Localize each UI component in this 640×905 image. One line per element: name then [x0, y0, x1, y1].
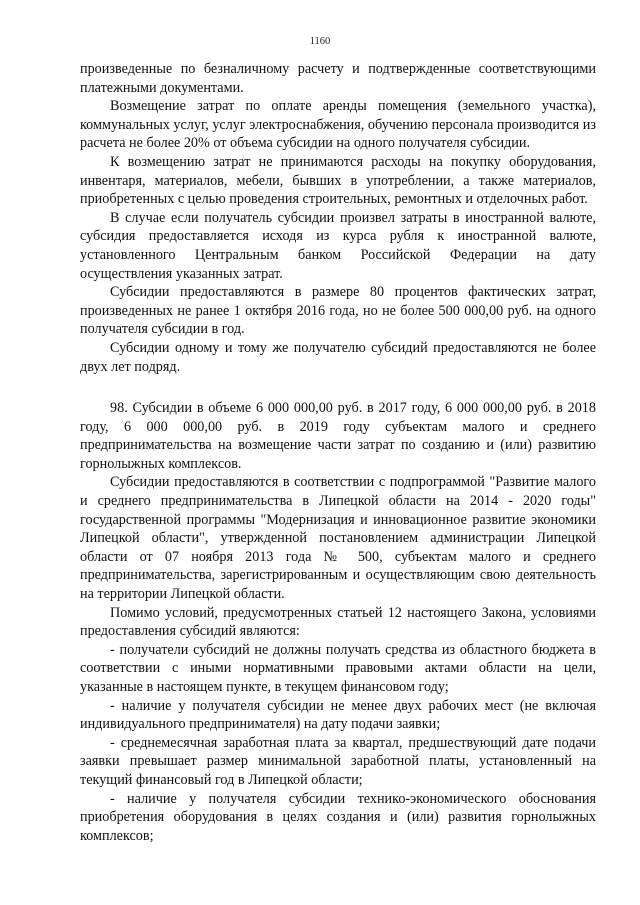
paragraph-subsidy-amount: Субсидии предоставляются в размере 80 процентов фактических затрат, произведенных не ранее 1 октября 2016 года, но не более 500 000,00 руб. на одного получателя субсидии в год.	[80, 284, 596, 338]
paragraph-continuation: произведенные по безналичному расчету и подтвержденные соответствующими платежными документами.	[80, 61, 596, 96]
condition-item-workplaces: - наличие у получателя субсидии не менее двух рабочих мест (не включая индивидуального предпринимателя) на дату подачи заявки;	[80, 697, 596, 733]
document-body	[80, 60, 596, 845]
paragraph-item-98: 98. Субсидии в объеме 6 000 000,00 руб. в 2017 году, 6 000 000,00 руб. в 2018 году, 6 000 000,00 руб. в 2019 году субъектам малого и среднего предпринимательства на возмещение части затрат по созданию и (или) развитию горнолыжных комплексов.	[80, 400, 596, 472]
condition-item-feasibility-study: - наличие у получателя субсидии технико-экономического обоснования приобретения оборудования в целях создания и (или) развития горнолыжных комплексов;	[80, 790, 596, 844]
paragraph-subprogram: Субсидии предоставляются в соответствии с подпрограммой "Развитие малого и среднего предпринимательства в Липецкой области на 2014 - 2020 годы" государственной программы "Модернизация и инновационное развитие экономики Липецкой области", утвержденной постановлением администрации Липецкой области от 07 ноября 2013 года № 500, субъектам малого и среднего предпринимательства, зарегистрированным и осуществляющим свою деятельность на территории Липецкой области.	[80, 474, 596, 603]
paragraph-subsidy-limit: Субсидии одному и тому же получателю субсидий предоставляются не более двух лет подряд.	[80, 339, 596, 375]
paragraph-excluded-expenses: К возмещению затрат не принимаются расходы на покупку оборудования, инвентаря, материалов, мебели, бывших в употреблении, а также материалов, приобретенных с целью проведения строительных, ремонтных и отделочных работ.	[80, 153, 596, 208]
paragraph-rent-reimbursement: Возмещение затрат по оплате аренды помещения (земельного участка), коммунальных услуг, услуг электроснабжения, обучению персонала производится из расчета не более 20% от объема субсидии на одного получателя субсидии.	[80, 98, 596, 152]
condition-item-salary: - среднемесячная заработная плата за квартал, предшествующий дате подачи заявки превышает размер минимальной заработной платы, установленный на текущий финансовый год в Липецкой области;	[80, 734, 596, 788]
page-number: 1160	[309, 36, 331, 47]
paragraph-foreign-currency: В случае если получатель субсидии произвел затраты в иностранной валюте, субсидия предоставляется исходя из курса рубля к иностранной валюте, установленного Центральным банком Российской Федерации на дату осуществления указанных затрат.	[80, 209, 596, 282]
paragraph-conditions-intro: Помимо условий, предусмотренных статьей 12 настоящего Закона, условиями предоставления субсидий являются:	[80, 604, 596, 640]
condition-item-no-other-funds: - получатели субсидий не должны получать средства из областного бюджета в соответствии с иными нормативными правовыми актами области на цели, указанные в настоящем пункте, в текущем финансовом году;	[80, 641, 596, 695]
